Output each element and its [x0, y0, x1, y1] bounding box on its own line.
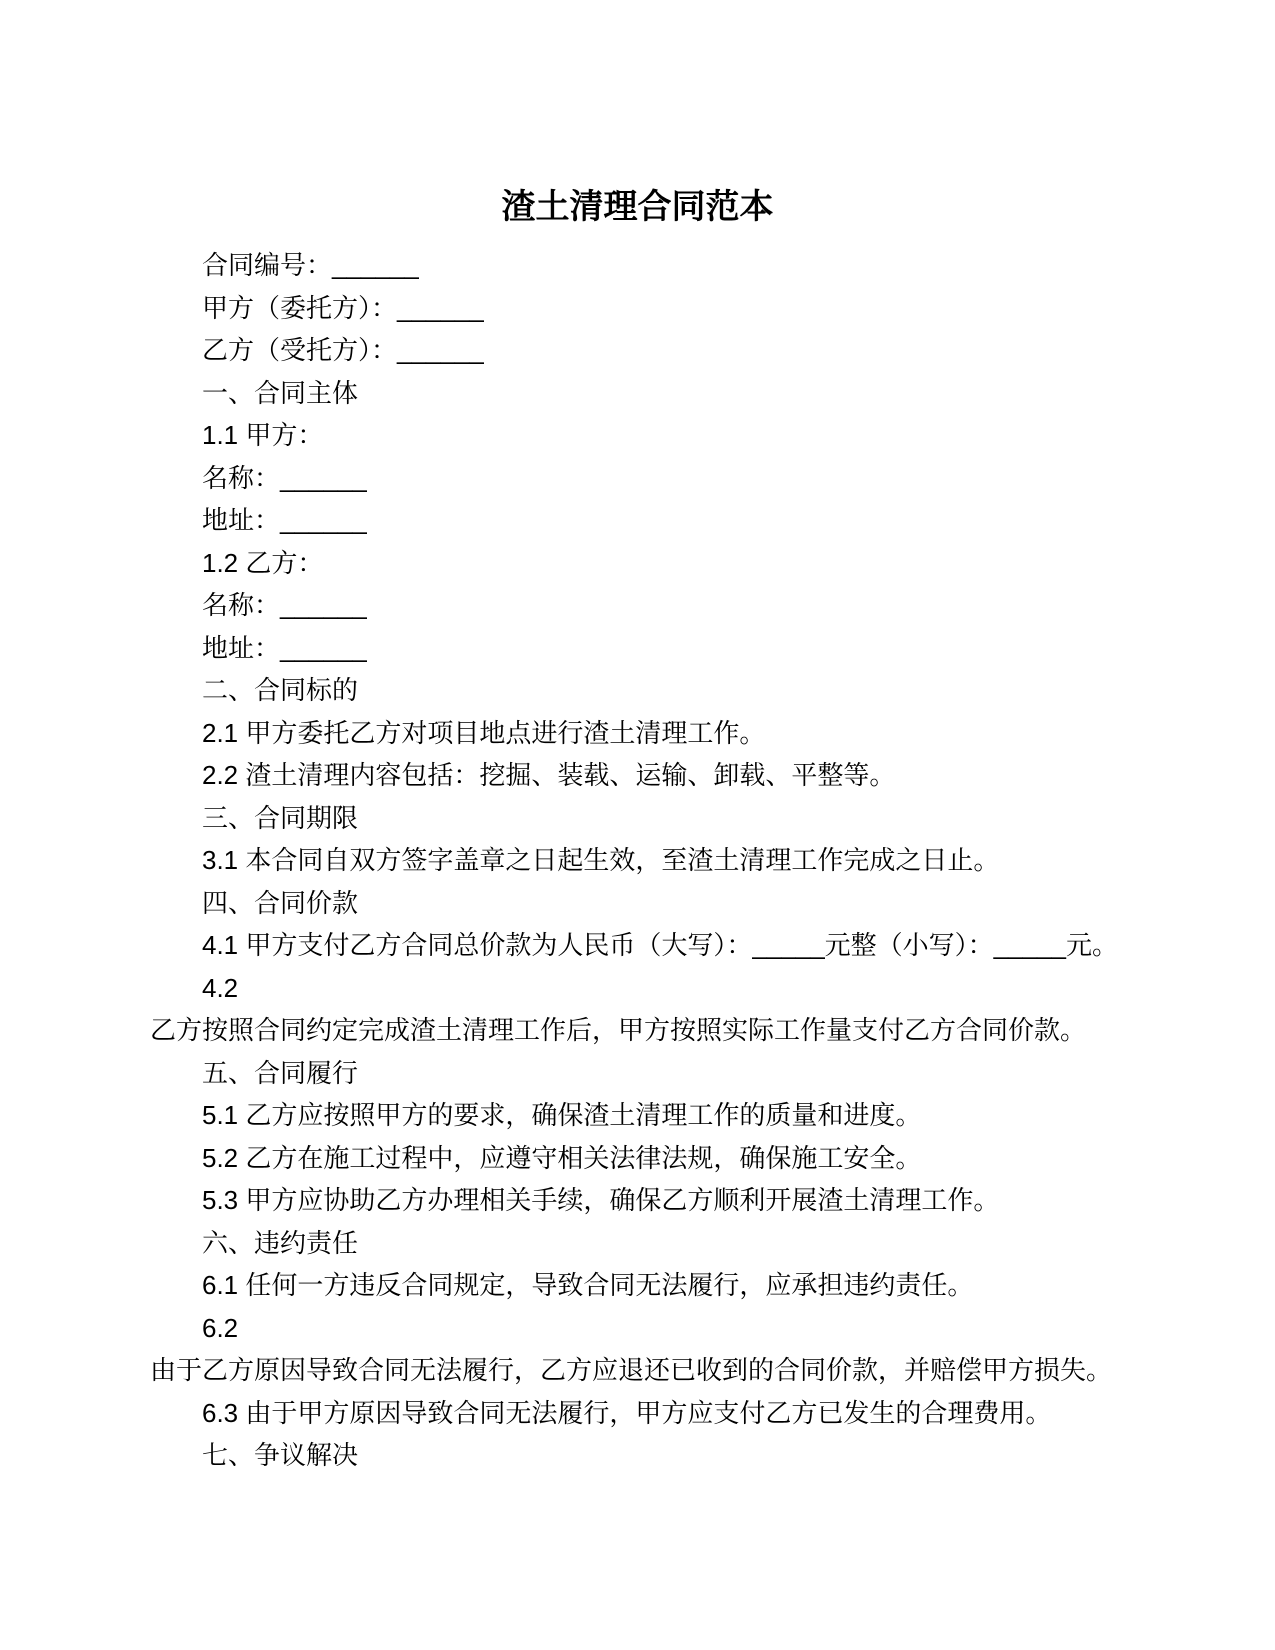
paragraph: 名称：______	[202, 462, 367, 493]
paragraph: 名称：______	[202, 590, 367, 620]
paragraph: 6.2	[202, 1312, 239, 1343]
paragraph: 5.1 乙方应按照甲方的要求，确保渣土清理工作的质量和进度。	[202, 1100, 922, 1130]
paragraph: 2.2 渣土清理内容包括：挖掘、装载、运输、卸载、平整等。	[202, 760, 896, 790]
paragraph: 2.1 甲方委托乙方对项目地点进行渣土清理工作。	[202, 717, 766, 748]
paragraph: 乙方按照合同约定完成渣土清理工作后，甲方按照实际工作量支付乙方合同价款。	[150, 1015, 1087, 1045]
paragraph: 由于乙方原因导致合同无法履行，乙方应退还已收到的合同价款，并赔偿甲方损失。	[150, 1355, 1113, 1385]
paragraph: 五、合同履行	[202, 1057, 359, 1088]
paragraph: 七、争议解决	[202, 1440, 359, 1470]
paragraph: 地址：______	[202, 632, 367, 663]
paragraph: 1.2 乙方：	[202, 547, 324, 578]
paragraph: 4.2	[202, 972, 239, 1003]
paragraph: 甲方（委托方）：______	[202, 292, 484, 323]
paragraph: 地址：______	[202, 505, 367, 535]
paragraph: 三、合同期限	[202, 802, 359, 833]
paragraph: 四、合同价款	[202, 887, 359, 918]
paragraph: 六、违约责任	[202, 1227, 359, 1258]
paragraph: 二、合同标的	[202, 675, 359, 705]
paragraph: 3.1 本合同自双方签字盖章之日起生效，至渣土清理工作完成之日止。	[202, 845, 1000, 875]
paragraph: 乙方（受托方）：______	[202, 335, 484, 365]
document-title: 渣土清理合同范本	[501, 188, 774, 226]
paragraph: 5.2 乙方在施工过程中，应遵守相关法律法规，确保施工安全。	[202, 1142, 922, 1173]
paragraph: 1.1 甲方：	[202, 420, 324, 450]
paragraph: 5.3 甲方应协助乙方办理相关手续，确保乙方顺利开展渣土清理工作。	[202, 1185, 1000, 1215]
paragraph: 6.1 任何一方违反合同规定，导致合同无法履行，应承担违约责任。	[202, 1270, 974, 1300]
paragraph: 4.1 甲方支付乙方合同总价款为人民币（大写）：_____元整（小写）：_____元。	[202, 930, 1118, 960]
paragraph: 合同编号：______	[202, 250, 419, 280]
paragraph: 6.3 由于甲方原因导致合同无法履行，甲方应支付乙方已发生的合理费用。	[202, 1397, 1052, 1428]
document-body	[150, 244, 1125, 1477]
paragraph: 一、合同主体	[202, 377, 359, 408]
